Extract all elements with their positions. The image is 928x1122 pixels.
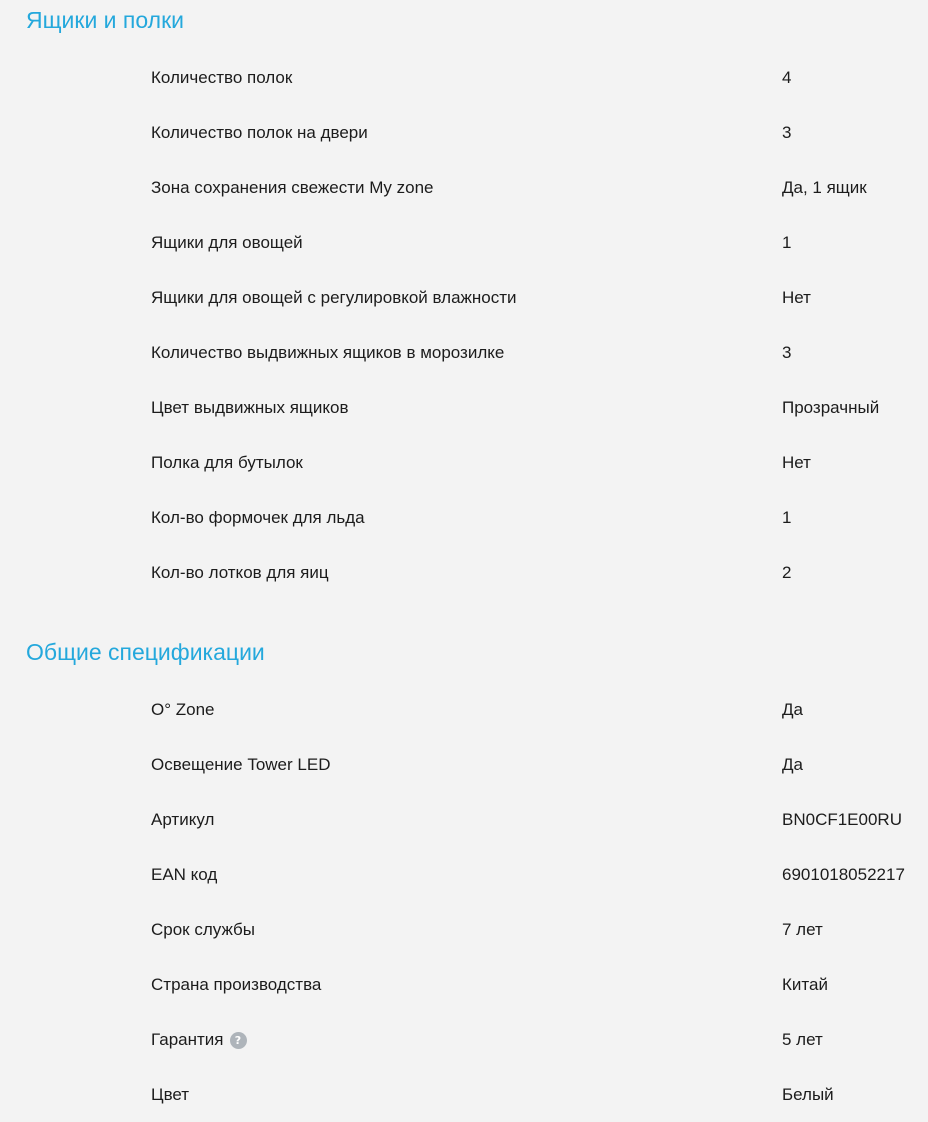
help-icon[interactable]: ? xyxy=(230,1032,247,1049)
spec-value: Да, 1 ящик xyxy=(782,178,867,197)
spec-value: Да xyxy=(782,755,803,774)
spec-name: Кол-во лотков для яиц xyxy=(151,563,329,582)
spec-name: Количество полок на двери xyxy=(151,123,368,142)
spec-value: Нет xyxy=(782,288,811,307)
spec-value: 1 xyxy=(782,508,792,527)
spec-name: Количество выдвижных ящиков в морозилке xyxy=(151,343,505,362)
spec-row xyxy=(0,1012,928,1067)
spec-value: 4 xyxy=(782,68,792,87)
spec-name: Количество полок xyxy=(151,68,293,87)
section-title-general-specs: Общие спецификации xyxy=(26,639,265,665)
spec-row xyxy=(0,682,928,737)
spec-value: 1 xyxy=(782,233,792,252)
spec-name: Ящики для овощей xyxy=(151,233,303,252)
spec-value: 5 лет xyxy=(782,1030,823,1049)
spec-row xyxy=(0,325,928,380)
spec-name-warranty xyxy=(151,1029,247,1051)
spec-name: Срок службы xyxy=(151,920,255,939)
spec-row xyxy=(0,50,928,105)
spec-name-label: Гарантия xyxy=(151,1030,224,1049)
spec-row xyxy=(0,792,928,847)
spec-name: Артикул xyxy=(151,810,215,829)
spec-name: EAN код xyxy=(151,865,218,884)
spec-value: Да xyxy=(782,700,803,719)
spec-value: 2 xyxy=(782,563,792,582)
spec-value: Китай xyxy=(782,975,828,994)
spec-value: 3 xyxy=(782,343,792,362)
spec-row xyxy=(0,435,928,490)
spec-list-general-specs xyxy=(0,682,928,1122)
spec-row xyxy=(0,215,928,270)
spec-row xyxy=(0,160,928,215)
spec-row xyxy=(0,957,928,1012)
spec-value: Прозрачный xyxy=(782,398,880,417)
spec-row xyxy=(0,545,928,600)
spec-row xyxy=(0,380,928,435)
spec-list-drawers-shelves xyxy=(0,50,928,600)
spec-name: Цвет выдвижных ящиков xyxy=(151,398,349,417)
spec-value: Белый xyxy=(782,1085,834,1104)
spec-row xyxy=(0,270,928,325)
spec-name: Ящики для овощей с регулировкой влажности xyxy=(151,288,517,307)
spec-value: 7 лет xyxy=(782,920,823,939)
spec-name: Зона сохранения свежести My zone xyxy=(151,178,434,197)
spec-value: Нет xyxy=(782,453,811,472)
spec-name: Кол-во формочек для льда xyxy=(151,508,365,527)
spec-name: Цвет xyxy=(151,1085,190,1104)
spec-value: BN0CF1E00RU xyxy=(782,810,902,829)
spec-name: O° Zone xyxy=(151,700,215,719)
spec-name: Страна производства xyxy=(151,975,322,994)
spec-name: Освещение Tower LED xyxy=(151,755,331,774)
spec-row xyxy=(0,1067,928,1122)
spec-value: 6901018052217 xyxy=(782,865,905,884)
spec-row xyxy=(0,902,928,957)
spec-row xyxy=(0,490,928,545)
spec-row xyxy=(0,105,928,160)
spec-row xyxy=(0,847,928,902)
spec-row xyxy=(0,737,928,792)
spec-name: Полка для бутылок xyxy=(151,453,303,472)
section-title-drawers-shelves: Ящики и полки xyxy=(26,7,184,33)
spec-value: 3 xyxy=(782,123,792,142)
